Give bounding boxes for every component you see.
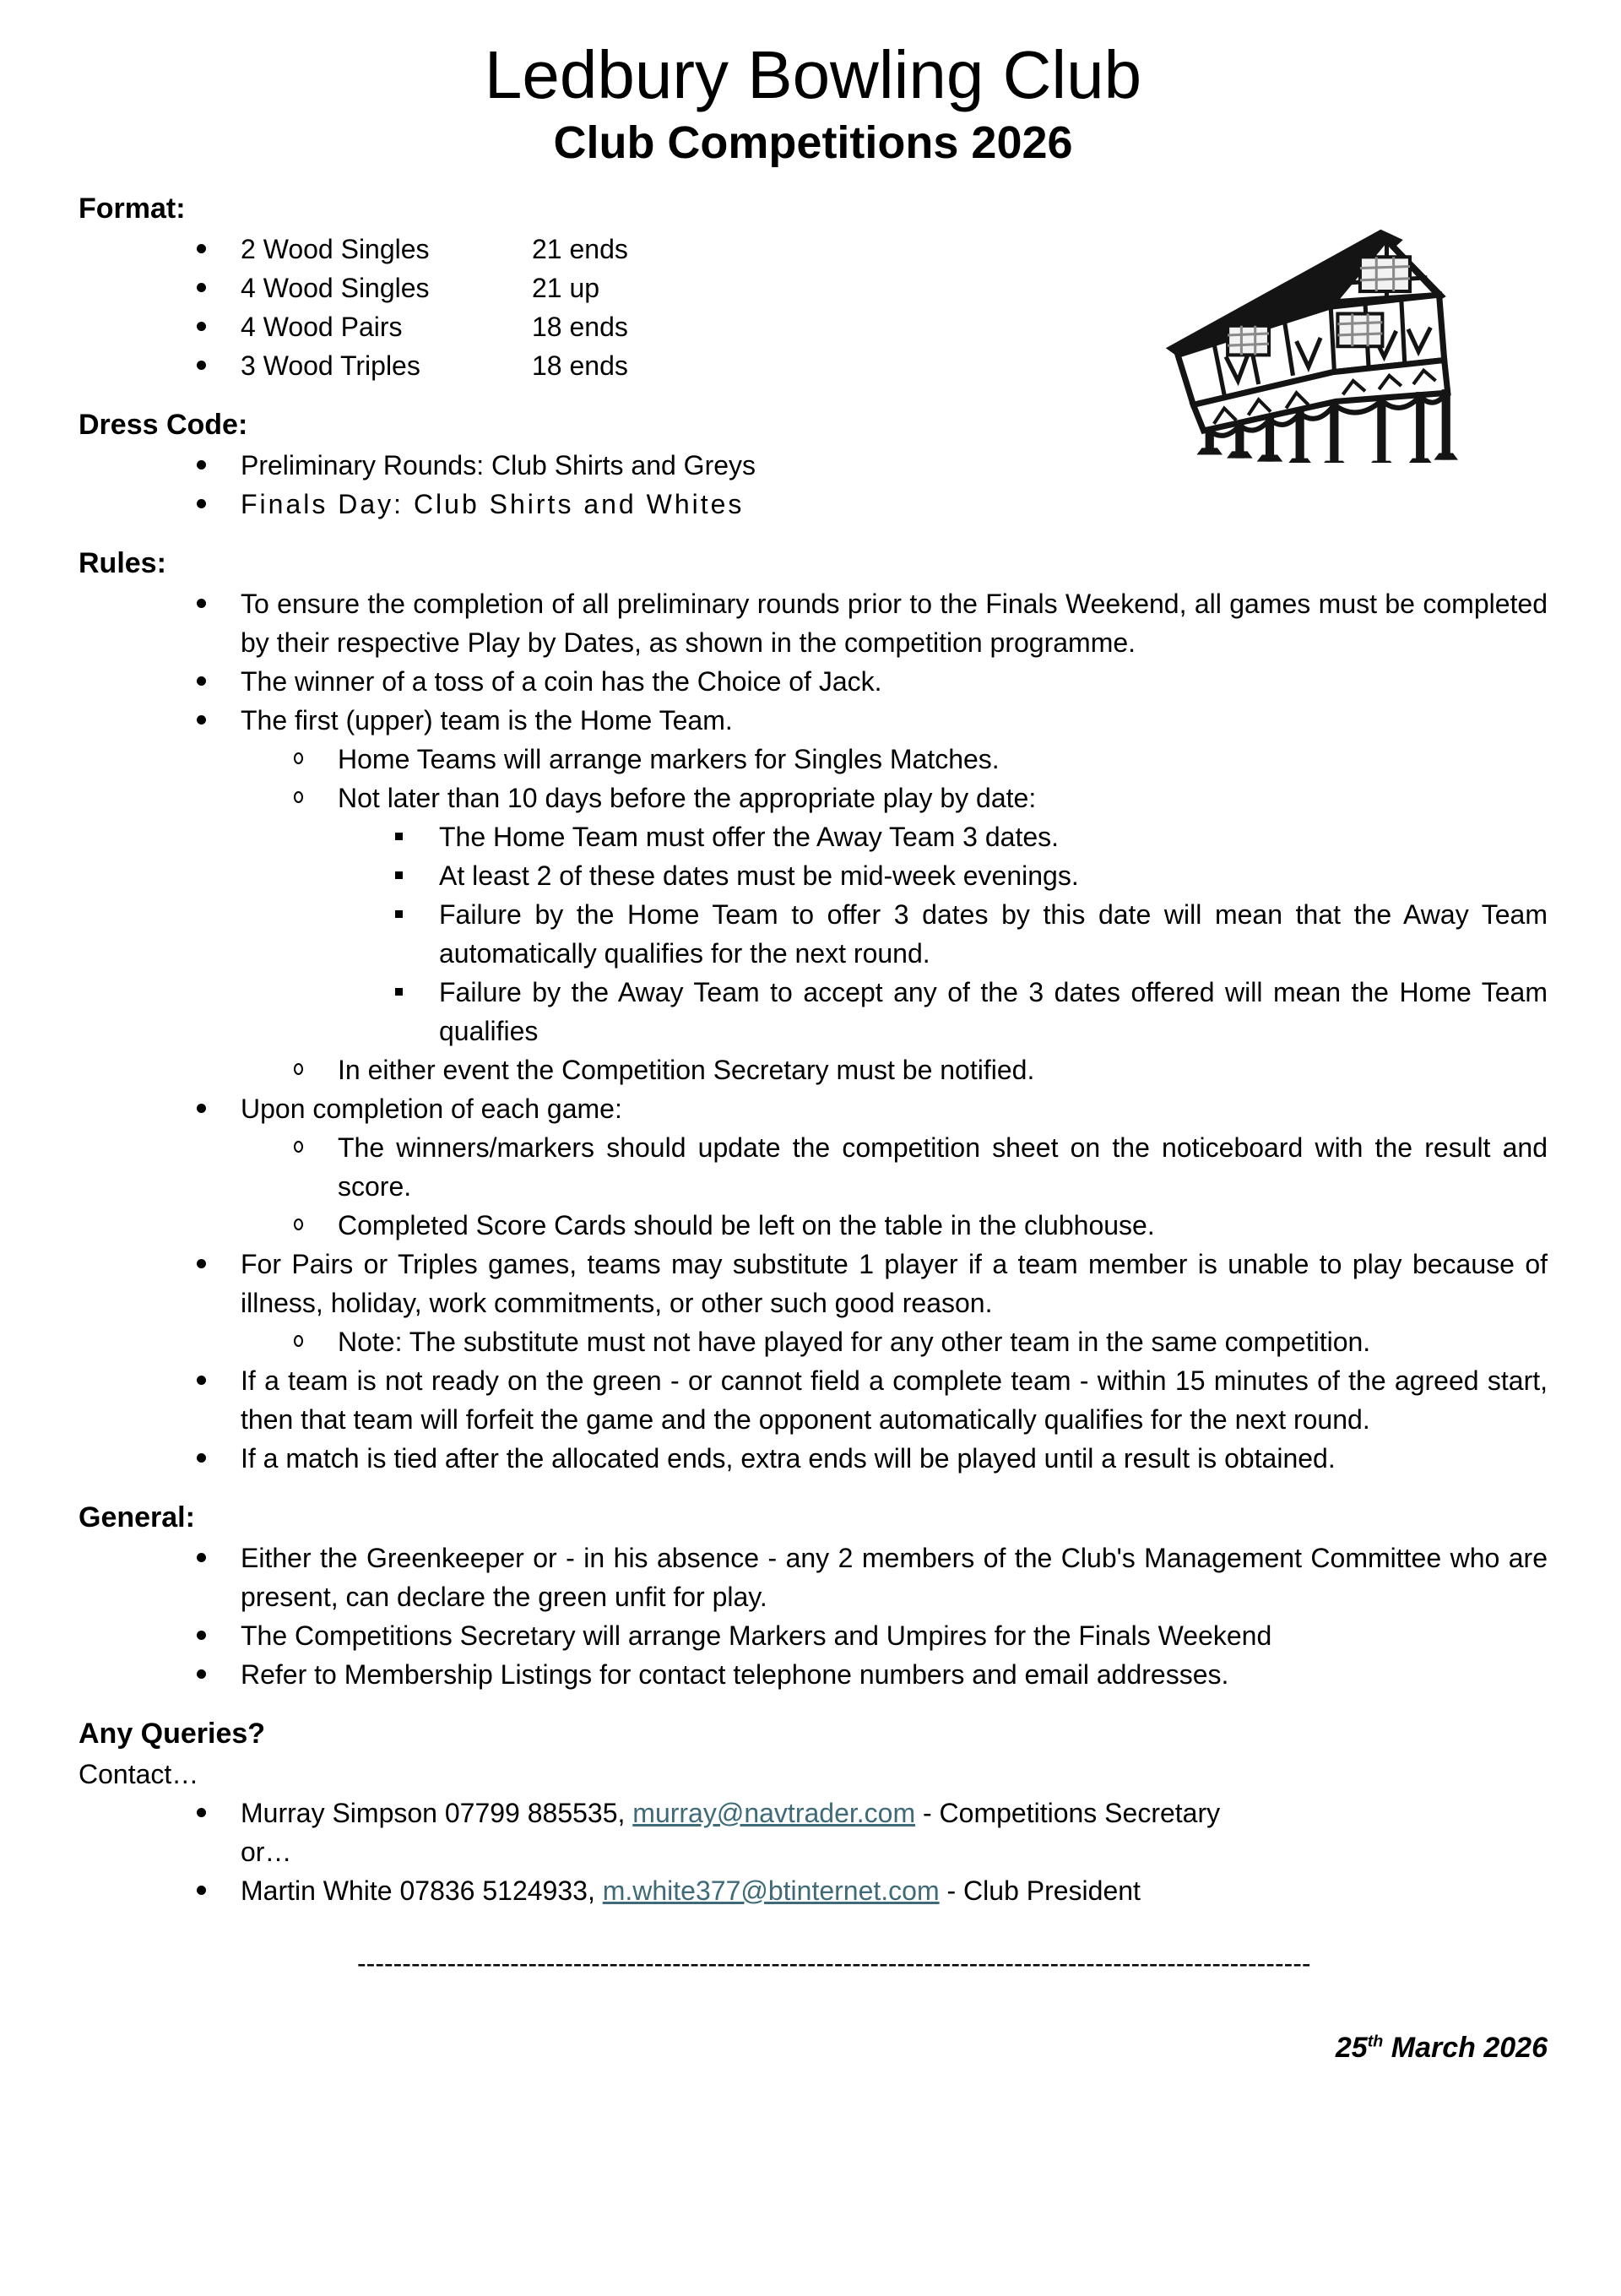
date-day: 25 (1335, 2031, 1368, 2064)
date-ordinal: th (1367, 2032, 1384, 2051)
rule-text: Completed Score Cards should be left on the table in the clubhouse. (338, 1209, 1155, 1240)
email-link[interactable]: murray@navtrader.com (632, 1797, 916, 1828)
bullet-icon (197, 1104, 206, 1113)
format-label: 4 Wood Pairs (241, 311, 403, 342)
contact-text: Murray Simpson 07799 885535, (241, 1797, 633, 1828)
dress-code-heading: Dress Code: (79, 408, 248, 441)
format-label: 4 Wood Singles (241, 272, 430, 303)
rule-text: The Home Team must offer the Away Team 3 dates. (439, 821, 1060, 852)
dashed-divider: ---------------------------------------------------------------------------------------------------------- (357, 1947, 1311, 1978)
rule-text: For Pairs or Triples games, teams may substitute 1 player if a team member is unable to play because of illness, holiday, work commitments, or other such good reason. (241, 1248, 1548, 1318)
rule-text: If a team is not ready on the green - or cannot field a complete team - within 15 minutes of the agreed start, then that team will forfeit the game and the opponent automatically qualifies for the next round. (241, 1365, 1548, 1435)
square-bullet-icon (395, 833, 403, 840)
rule-subsubitem (439, 817, 1548, 856)
rule-text: Failure by the Home Team to offer 3 dates by this date will mean that the Away Team automatically qualifies for the next round. (439, 898, 1548, 969)
bullet-icon (197, 1886, 206, 1895)
general-item (241, 1616, 1548, 1655)
contact-role: - Competitions Secretary (915, 1797, 1221, 1828)
circle-bullet-icon (294, 1063, 303, 1075)
bullet-icon (197, 1808, 206, 1817)
rule-item (241, 584, 1548, 662)
rule-text: The winner of a toss of a coin has the Choice of Jack. (241, 665, 882, 697)
bullet-icon (197, 1453, 206, 1463)
square-bullet-icon (395, 871, 403, 879)
bullet-icon (197, 361, 206, 370)
rule-text: The winners/markers should update the competition sheet on the noticeboard with the result and score. (338, 1132, 1548, 1202)
page-subtitle: Club Competitions 2026 (553, 117, 1073, 168)
rule-item (241, 701, 1548, 740)
rule-text: In either event the Competition Secretary must be notified. (338, 1054, 1035, 1085)
rule-subitem (338, 1050, 1548, 1089)
document-date (79, 2032, 1548, 2065)
contact-item (241, 1871, 1548, 1910)
dress-code-text: Preliminary Rounds: Club Shirts and Greys (241, 449, 756, 480)
contact-continuation: or… (241, 1836, 292, 1867)
bullet-icon (197, 1669, 206, 1679)
bullet-icon (197, 715, 206, 725)
rule-subitem (338, 779, 1548, 817)
circle-bullet-icon (294, 1335, 303, 1347)
bullet-icon (197, 599, 206, 608)
rule-text: The first (upper) team is the Home Team. (241, 704, 733, 735)
rule-text: If a match is tied after the allocated ends, extra ends will be played until a result is obtained. (241, 1442, 1336, 1474)
circle-bullet-icon (294, 791, 303, 803)
email-link[interactable]: m.white377@btinternet.com (602, 1875, 940, 1906)
circle-bullet-icon (294, 752, 303, 764)
rule-text: To ensure the completion of all preliminary rounds prior to the Finals Weekend, all games must be completed by their respective Play by Dates, as shown in the competition programme. (241, 588, 1548, 658)
format-label: 2 Wood Singles (241, 233, 430, 264)
general-text: Either the Greenkeeper or - in his absence - any 2 members of the Club's Management Committee who are present, can declare the green unfit for play. (241, 1542, 1548, 1612)
bullet-icon (197, 1376, 206, 1385)
bullet-icon (197, 283, 206, 292)
rule-item (241, 662, 1548, 701)
dress-code-text: Finals Day: Club Shirts and Whites (241, 488, 745, 519)
rule-text: Home Teams will arrange markers for Singles Matches. (338, 743, 1000, 774)
format-value: 18 ends (532, 350, 628, 381)
bullet-icon (197, 1259, 206, 1268)
bullet-icon (197, 1553, 206, 1562)
rule-item (241, 1245, 1548, 1322)
rule-item (241, 1361, 1548, 1439)
general-item (241, 1655, 1548, 1694)
rule-item (241, 1439, 1548, 1478)
format-value: 21 up (532, 272, 600, 303)
rule-text: Upon completion of each game: (241, 1093, 622, 1124)
general-text: The Competitions Secretary will arrange Markers and Umpires for the Finals Weekend (241, 1620, 1272, 1651)
bullet-icon (197, 1631, 206, 1640)
page-title: Ledbury Bowling Club (484, 37, 1142, 112)
rule-text: At least 2 of these dates must be mid-week evenings. (439, 860, 1079, 891)
rule-subsubitem (439, 895, 1548, 973)
date-rest: March 2026 (1383, 2031, 1548, 2064)
square-bullet-icon (395, 988, 403, 996)
circle-bullet-icon (294, 1141, 303, 1153)
rule-text: Not later than 10 days before the appropriate play by date: (338, 782, 1037, 813)
market-house-illustration (1128, 211, 1506, 463)
rules-heading: Rules: (79, 546, 166, 579)
contact-role: - Club President (939, 1875, 1141, 1906)
queries-heading: Any Queries? (79, 1717, 266, 1750)
general-item (241, 1539, 1548, 1616)
rule-subitem (338, 1206, 1548, 1245)
rule-subsubitem (439, 973, 1548, 1050)
rule-subitem (338, 740, 1548, 779)
rule-subitem (338, 1322, 1548, 1361)
rule-subitem (338, 1128, 1548, 1206)
general-text: Refer to Membership Listings for contact telephone numbers and email addresses. (241, 1658, 1229, 1690)
contact-label: Contact… (79, 1758, 199, 1789)
square-bullet-icon (395, 910, 403, 918)
format-label: 3 Wood Triples (241, 350, 420, 381)
format-value: 18 ends (532, 311, 628, 342)
contact-item (241, 1794, 1548, 1871)
bullet-icon (197, 499, 206, 508)
bullet-icon (197, 244, 206, 253)
dress-code-item (241, 485, 1548, 524)
bullet-icon (197, 676, 206, 686)
format-heading: Format: (79, 192, 186, 225)
bullet-icon (197, 322, 206, 331)
format-value: 21 ends (532, 233, 628, 264)
rule-text: Note: The substitute must not have played for any other team in the same competition. (338, 1326, 1371, 1357)
bullet-icon (197, 460, 206, 470)
circle-bullet-icon (294, 1219, 303, 1230)
rule-text: Failure by the Away Team to accept any of the 3 dates offered will mean the Home Team qualifies (439, 976, 1548, 1046)
rule-subsubitem (439, 856, 1548, 895)
rule-item (241, 1089, 1548, 1128)
general-heading: General: (79, 1501, 195, 1533)
contact-text: Martin White 07836 5124933, (241, 1875, 603, 1906)
